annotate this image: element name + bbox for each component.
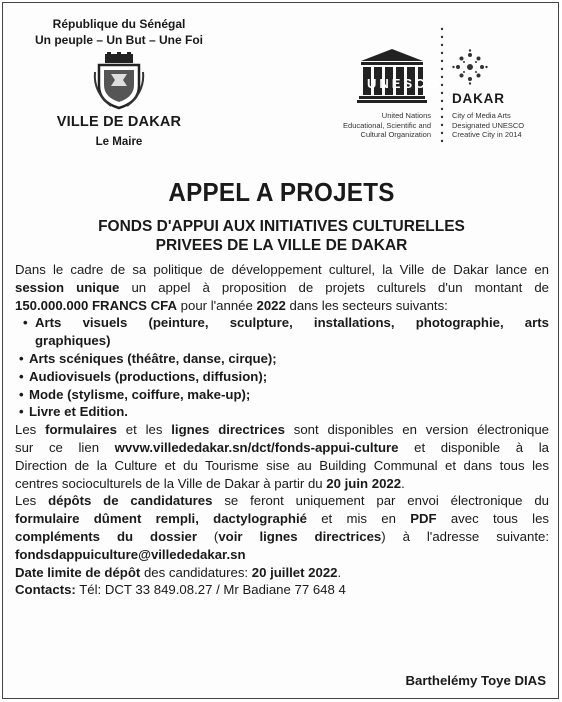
svg-text:UNESCO: UNESCO <box>367 76 441 91</box>
submission-email[interactable]: fondsdappuiculture@villededakar.sn <box>15 546 246 562</box>
list-item: • Arts scéniques (théâtre, danse, cirque); <box>15 350 549 368</box>
list-item: • Livre et Edition. <box>15 403 549 421</box>
unesco-org-name: United Nations Educational, Scientific and Cultural Organization <box>343 111 431 139</box>
unesco-temple-logo-icon <box>357 47 441 105</box>
subtitle-line-1: FONDS D'APPUI AUX INITIATIVES CULTURELLES <box>98 218 465 235</box>
signature: Barthelémy Toye DIAS <box>405 673 546 688</box>
intro-line-1: Dans le cadre de sa politique de développement culturel, la Ville de Dakar lance en <box>15 262 549 277</box>
creative-city-network-icon <box>452 49 488 85</box>
submission-line-2: formulaire dûment rempli, dactylographié et mis en PDF avec tous les <box>15 511 549 527</box>
announcement-body <box>15 261 549 599</box>
intro-line-3: 150.000.000 FRANCS CFA pour l'année 2022 dans les secteurs suivants: <box>15 297 448 313</box>
intro-line-2: session unique un appel à proposition de projets culturels d'un montant de <box>15 279 550 295</box>
contacts-line: Contacts: Tél: DCT 33 849.08.27 / Mr Badiane 77 648 4 <box>15 582 346 598</box>
deadline-line: Date limite de dépôt des candidatures: 20 juillet 2022. <box>15 564 342 580</box>
subtitle-line-2: PRIVEES DE LA VILLE DE DAKAR <box>155 237 408 254</box>
forms-line-1: Les formulaires et les lignes directrices sont disponibles en version électronique <box>15 422 549 438</box>
forms-line-2: sur ce lien wvvw.villededakar.sn/dct/fonds-appui-culture et disponible à la <box>15 439 549 455</box>
submission-line-3: compléments du dossier (voir lignes directrices) à l'adresse suivante: <box>15 528 549 544</box>
forms-line-3: Direction de la Culture et du Tourisme sise au Building Communal et dans tous les <box>15 457 549 473</box>
forms-line-4: centres socioculturels de la Ville de Dakar à partir du 20 juin 2022. <box>15 475 405 491</box>
dakar-coat-of-arms-icon <box>93 52 145 110</box>
sectors-list <box>15 314 549 421</box>
creative-city-description: City of Media Arts Designated UNESCO Creative City in 2014 <box>452 111 525 139</box>
list-item: • Arts visuels (peinture, sculpture, installations, photographie, arts graphiques) <box>15 314 549 350</box>
city-name: VILLE DE DAKAR <box>56 114 182 130</box>
announcement-frame <box>2 2 559 699</box>
republic-line: République du Sénégal <box>52 17 186 31</box>
city-header <box>3 17 235 148</box>
dotted-separator <box>440 25 444 145</box>
page-title: APPEL A PROJETS <box>168 177 395 207</box>
mayor-title: Le Maire <box>95 136 143 148</box>
submission-line-1: Les dépôts de candidatures se feront uniquement par envoi électronique du <box>15 493 549 509</box>
national-motto: Un peuple – Un But – Une Foi <box>34 33 203 47</box>
list-item: • Mode (stylisme, coiffure, make-up); <box>15 386 549 404</box>
list-item: • Audiovisuels (productions, diffusion); <box>15 368 549 386</box>
dakar-label: DAKAR <box>452 91 505 106</box>
forms-link[interactable]: wvvw.villededakar.sn/dct/fonds-appui-culture <box>114 439 399 455</box>
